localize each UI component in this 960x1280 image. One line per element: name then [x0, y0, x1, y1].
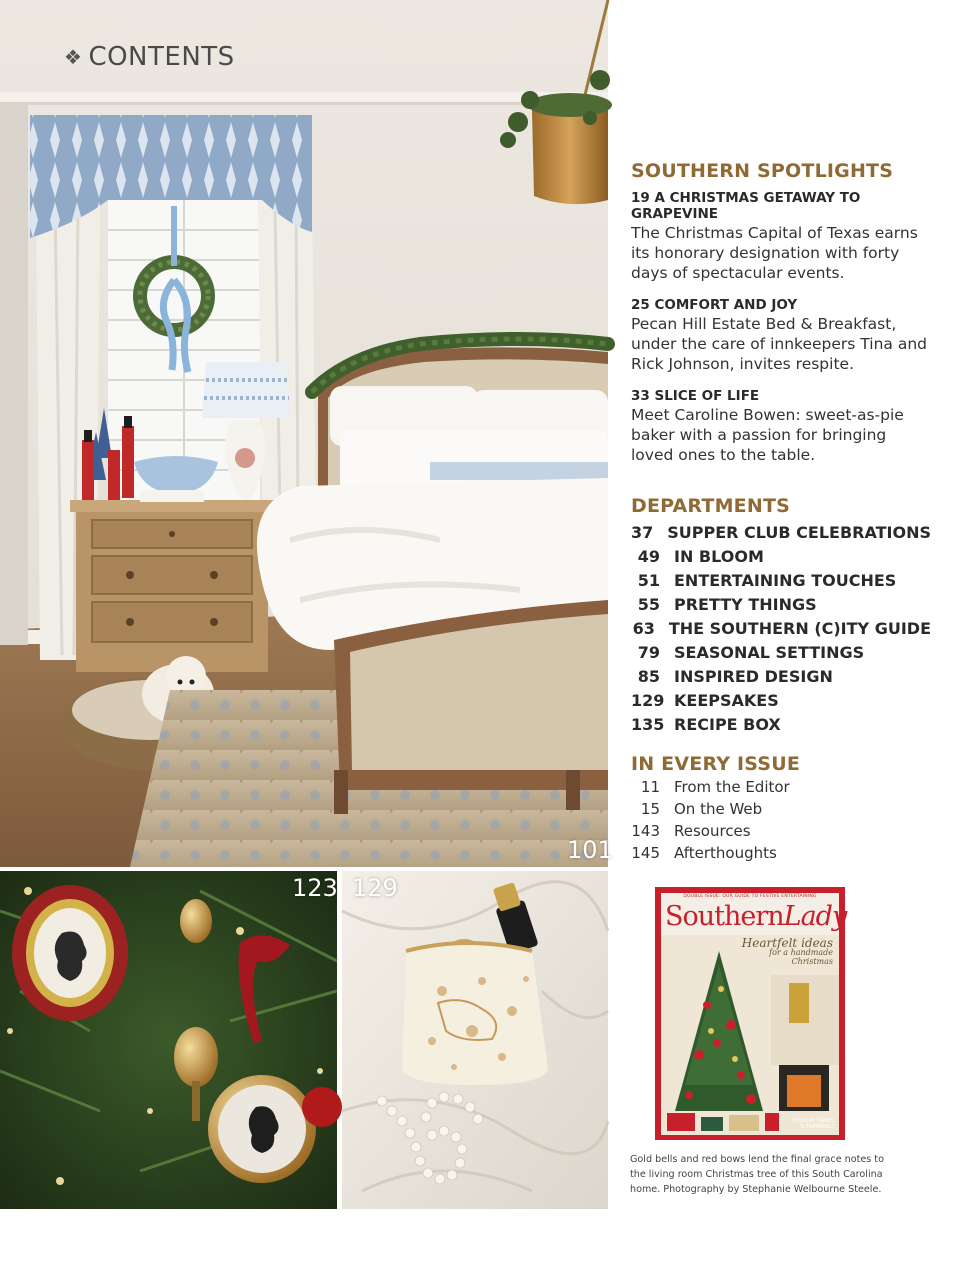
ornament-icon: ❖ — [64, 45, 83, 69]
southern-spotlights-heading: SOUTHERN SPOTLIGHTS — [631, 160, 894, 182]
department-item[interactable] — [631, 520, 931, 544]
issue-name: Afterthoughts — [674, 844, 777, 862]
department-name: ENTERTAINING TOUCHES — [674, 570, 897, 590]
department-page: 49 — [637, 546, 660, 566]
in-every-issue-section — [631, 753, 931, 864]
department-name: SEASONAL SETTINGS — [674, 642, 865, 662]
spotlight-description: Meet Caroline Bowen: sweet-as-pie baker with a passion for bringing loved ones to the table. — [631, 406, 904, 464]
magazine-cover — [655, 887, 845, 1140]
departments-list — [631, 520, 931, 736]
department-page: 135 — [631, 714, 665, 734]
in-every-issue-list — [631, 776, 931, 864]
page-number-101: 101 — [567, 836, 613, 864]
issue-page: 11 — [640, 778, 660, 796]
department-item[interactable] — [631, 544, 931, 568]
issue-item[interactable] — [631, 820, 931, 842]
issue-page: 143 — [631, 822, 660, 840]
cover-masthead — [665, 901, 846, 932]
contents-title: CONTENTS — [88, 42, 235, 72]
cover-masthead-lady: Lady — [783, 901, 847, 932]
cover-inner — [661, 893, 847, 1134]
department-item[interactable] — [631, 664, 931, 688]
department-name: RECIPE BOX — [674, 714, 781, 734]
department-page: 55 — [637, 594, 660, 614]
issue-name: Resources — [674, 822, 751, 840]
spotlight-description: The Christmas Capital of Texas earns its honorary designation with forty days of spectacular events. — [631, 224, 918, 282]
department-page: 79 — [637, 642, 660, 662]
in-every-issue-heading: IN EVERY ISSUE — [631, 753, 801, 775]
issue-item[interactable] — [631, 776, 931, 798]
department-item[interactable] — [631, 688, 931, 712]
issue-item[interactable] — [631, 842, 931, 864]
spotlight-title: 33 SLICE OF LIFE — [631, 388, 760, 404]
department-item[interactable] — [631, 616, 931, 640]
spotlight-item[interactable] — [631, 190, 931, 283]
departments-section — [631, 495, 931, 736]
cover-top-line: DOUBLE ISSUE: OUR GUIDE TO FESTIVE ENTERTAINING — [683, 894, 817, 899]
department-page: 37 — [631, 522, 654, 542]
page-number-123: 123 — [292, 874, 338, 902]
cover-tagline-line: Christmas — [791, 957, 833, 966]
issue-name: On the Web — [674, 800, 763, 818]
ornaments-photo — [0, 871, 337, 1209]
cover-bottom-line: & TRIMMINGS — [800, 1124, 835, 1130]
department-page: 63 — [632, 618, 655, 638]
cover-masthead-southern: Southern — [665, 901, 784, 932]
departments-heading: DEPARTMENTS — [631, 495, 791, 517]
issue-page: 145 — [631, 844, 660, 862]
spotlight-title: 19 A CHRISTMAS GETAWAY TO GRAPEVINE — [631, 190, 861, 222]
department-item[interactable] — [631, 640, 931, 664]
page-number-129: 129 — [352, 874, 398, 902]
cover-bottom-line: HOLIDAY TRAVEL — [792, 1118, 835, 1124]
department-page: 129 — [631, 690, 665, 710]
department-page: 51 — [637, 570, 660, 590]
issue-name: From the Editor — [674, 778, 790, 796]
cover-tagline — [741, 936, 833, 966]
department-name: PRETTY THINGS — [674, 594, 817, 614]
cover-tagline-line: for a handmade — [769, 948, 833, 957]
contents-header — [64, 42, 235, 72]
cover-bottom-text — [793, 1118, 835, 1130]
issue-page: 15 — [640, 800, 660, 818]
issue-item[interactable] — [631, 798, 931, 820]
spotlight-title: 25 COMFORT AND JOY — [631, 297, 798, 313]
department-name: SUPPER CLUB CELEBRATIONS — [667, 522, 932, 542]
cover-tagline-line: Heartfelt ideas — [741, 936, 833, 950]
department-name: INSPIRED DESIGN — [674, 666, 833, 686]
purse-photo — [342, 871, 608, 1209]
spotlight-item[interactable] — [631, 297, 931, 374]
southern-spotlights-section — [631, 160, 931, 465]
department-name: IN BLOOM — [674, 546, 764, 566]
bedroom-photo — [0, 0, 608, 867]
department-item[interactable] — [631, 568, 931, 592]
spotlight-item[interactable] — [631, 388, 931, 465]
department-item[interactable] — [631, 712, 931, 736]
department-name: KEEPSAKES — [674, 690, 779, 710]
department-name: THE SOUTHERN (C)ITY GUIDE — [668, 618, 931, 638]
department-page: 85 — [637, 666, 660, 686]
cover-caption: Gold bells and red bows lend the final grace notes to the living room Christmas tree of this South Carolina home. Photography by Stephanie Welbourne Steele. — [630, 1154, 884, 1195]
spotlight-description: Pecan Hill Estate Bed & Breakfast, under the care of innkeepers Tina and Rick Johnson, invites respite. — [631, 315, 927, 373]
department-item[interactable] — [631, 592, 931, 616]
